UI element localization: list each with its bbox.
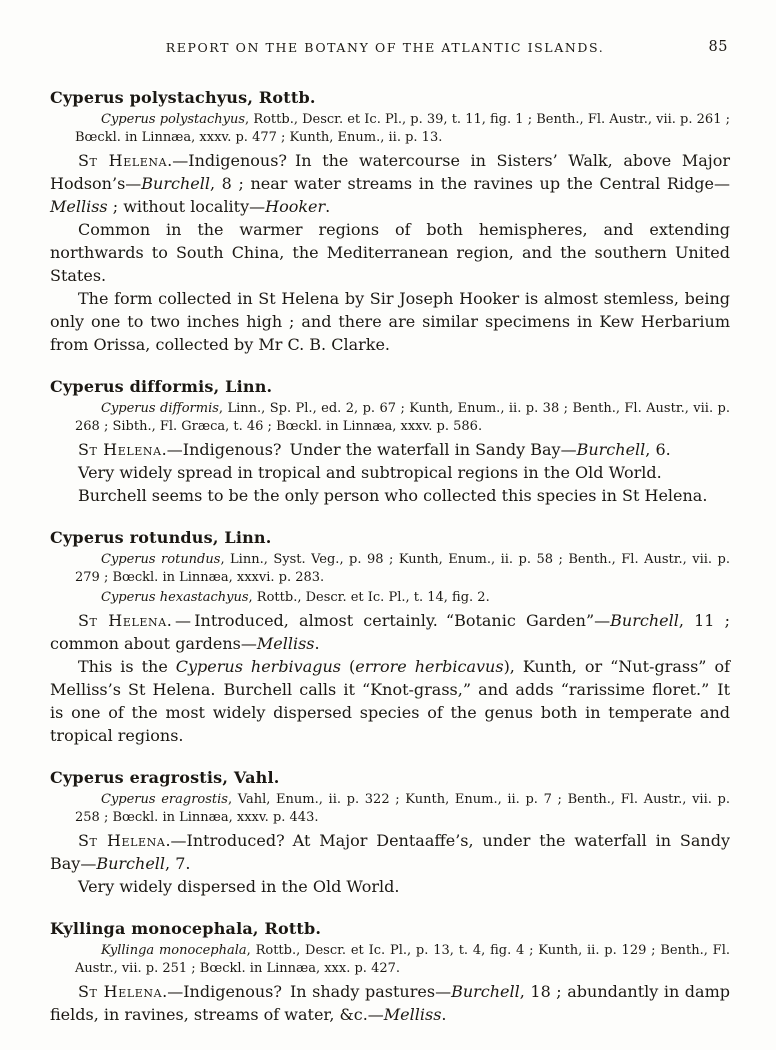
body-paragraph: Very widely spread in tropical and subtropical regions in the Old World.: [78, 463, 662, 482]
italic-text: Cyperus rotundus: [101, 552, 221, 567]
body-paragraph: St Helena.—Indigenous? In the watercourse in Sisters’ Walk, above Major Hodson’s—Burchell, 8 ; near water streams in the ravines up the Central Ridge—Melliss ; without locality—Hooker.: [50, 151, 730, 216]
species-entry: [50, 88, 730, 356]
species-heading: Cyperus rotundus, Linn.: [50, 528, 272, 547]
italic-text: Cyperus eragrostis: [101, 792, 228, 807]
italic-text: Melliss: [383, 1005, 442, 1024]
species-heading: Cyperus eragrostis, Vahl.: [50, 768, 280, 787]
italic-text: Burchell: [141, 174, 210, 193]
body-paragraph: Burchell seems to be the only person who collected this species in St Helena.: [78, 486, 708, 505]
italic-text: Melliss: [256, 634, 315, 653]
page-header: [50, 40, 730, 58]
species-entry: [50, 377, 730, 507]
body-paragraph: St Helena.—Indigenous? Under the waterfall in Sandy Bay—Burchell, 6.: [78, 440, 671, 459]
body-paragraph: The form collected in St Helena by Sir Joseph Hooker is almost stemless, being only one to two inches high ; and there are similar specimens in Kew Herbarium from Orissa, collected by Mr C. B. Clarke.: [50, 289, 730, 354]
body-paragraph: St Helena.—Introduced? At Major Dentaaffe’s, under the waterfall in Sandy Bay—Burchell, 7.: [50, 831, 731, 873]
synonymy-citation: Cyperus eragrostis, Vahl, Enum., ii. p. 322 ; Kunth, Enum., ii. p. 7 ; Benth., Fl. Austr., vii. p. 258 ; Bœckl. in Linnæa, xxxv. p. 443.: [75, 792, 730, 825]
species-heading: Cyperus polystachyus, Rottb.: [50, 88, 316, 107]
italic-text: Melliss: [50, 197, 108, 216]
synonymy-citation: Cyperus polystachyus, Rottb., Descr. et Ic. Pl., p. 39, t. 11, fig. 1 ; Benth., Fl. Austr., vii. p. 261 ; Bœckl. in Linnæa, xxxv. p. 477 ; Kunth, Enum., ii. p. 13.: [75, 112, 730, 145]
small-caps-text: St Helena: [78, 982, 163, 1001]
running-title: REPORT ON THE BOTANY OF THE ATLANTIC ISLANDS.: [165, 40, 605, 55]
italic-text: Cyperus herbivagus: [175, 657, 342, 676]
body-paragraph: St Helena.—Indigenous? In shady pastures—Burchell, 18 ; abundantly in damp fields, in ravines, streams of water, &c.—Melliss.: [50, 982, 730, 1024]
species-heading: Kyllinga monocephala, Rottb.: [50, 919, 322, 938]
small-caps-text: St Helena: [78, 440, 162, 459]
body-paragraph: Very widely dispersed in the Old World.: [78, 877, 400, 896]
body-paragraph: St Helena. — Introduced, almost certainly. “Botanic Garden”—Burchell, 11 ; common about gardens—Melliss.: [50, 611, 730, 653]
small-caps-text: St Helena: [78, 151, 168, 170]
entries-container: [50, 88, 730, 1026]
italic-text: Kyllinga monocephala: [101, 943, 247, 958]
italic-text: Cyperus difformis: [101, 401, 219, 416]
body-paragraph: This is the Cyperus herbivagus (errore herbicavus), Kunth, or “Nut-grass” of Melliss’s St Helena. Burchell calls it “Knot-grass,” and adds “rarissime floret.” It is one of the most widely dispersed species of the genus both in temperate and tropical regions.: [50, 657, 731, 745]
italic-text: Burchell: [451, 982, 520, 1001]
species-entry: [50, 768, 730, 898]
italic-text: Burchell: [96, 854, 166, 873]
italic-text: errore herbicavus: [355, 657, 504, 676]
small-caps-text: St Helena: [78, 831, 166, 850]
synonymy-citation: Cyperus difformis, Linn., Sp. Pl., ed. 2, p. 67 ; Kunth, Enum., ii. p. 38 ; Benth., Fl. Austr., vii. p. 268 ; Sibth., Fl. Græca, t. 46 ; Bœckl. in Linnæa, xxxv. p. 586.: [75, 401, 730, 434]
italic-text: Burchell: [576, 440, 646, 459]
synonymy-citation: Kyllinga monocephala, Rottb., Descr. et Ic. Pl., p. 13, t. 4, fig. 4 ; Kunth, ii. p. 129 ; Benth., Fl. Austr., vii. p. 251 ; Bœckl. in Linnæa, xxx. p. 427.: [75, 943, 730, 976]
small-caps-text: St Helena: [78, 611, 167, 630]
species-heading: Cyperus difformis, Linn.: [50, 377, 273, 396]
italic-text: Burchell: [610, 611, 679, 630]
synonymy-citation: Cyperus rotundus, Linn., Syst. Veg., p. 98 ; Kunth, Enum., ii. p. 58 ; Benth., Fl. Austr., vii. p. 279 ; Bœckl. in Linnæa, xxxvi. p. 283.: [75, 552, 731, 585]
species-entry: [50, 919, 730, 1026]
species-entry: [50, 528, 730, 747]
italic-text: Cyperus hexastachyus: [101, 590, 249, 605]
page-number: 85: [708, 39, 728, 55]
italic-text: Hooker: [265, 197, 326, 216]
italic-text: Cyperus polystachyus: [101, 112, 246, 127]
synonymy-citation: Cyperus hexastachyus, Rottb., Descr. et Ic. Pl., t. 14, fig. 2.: [101, 590, 490, 605]
body-paragraph: Common in the warmer regions of both hemispheres, and extending northwards to South China, the Mediterranean region, and the southern United States.: [50, 220, 730, 285]
